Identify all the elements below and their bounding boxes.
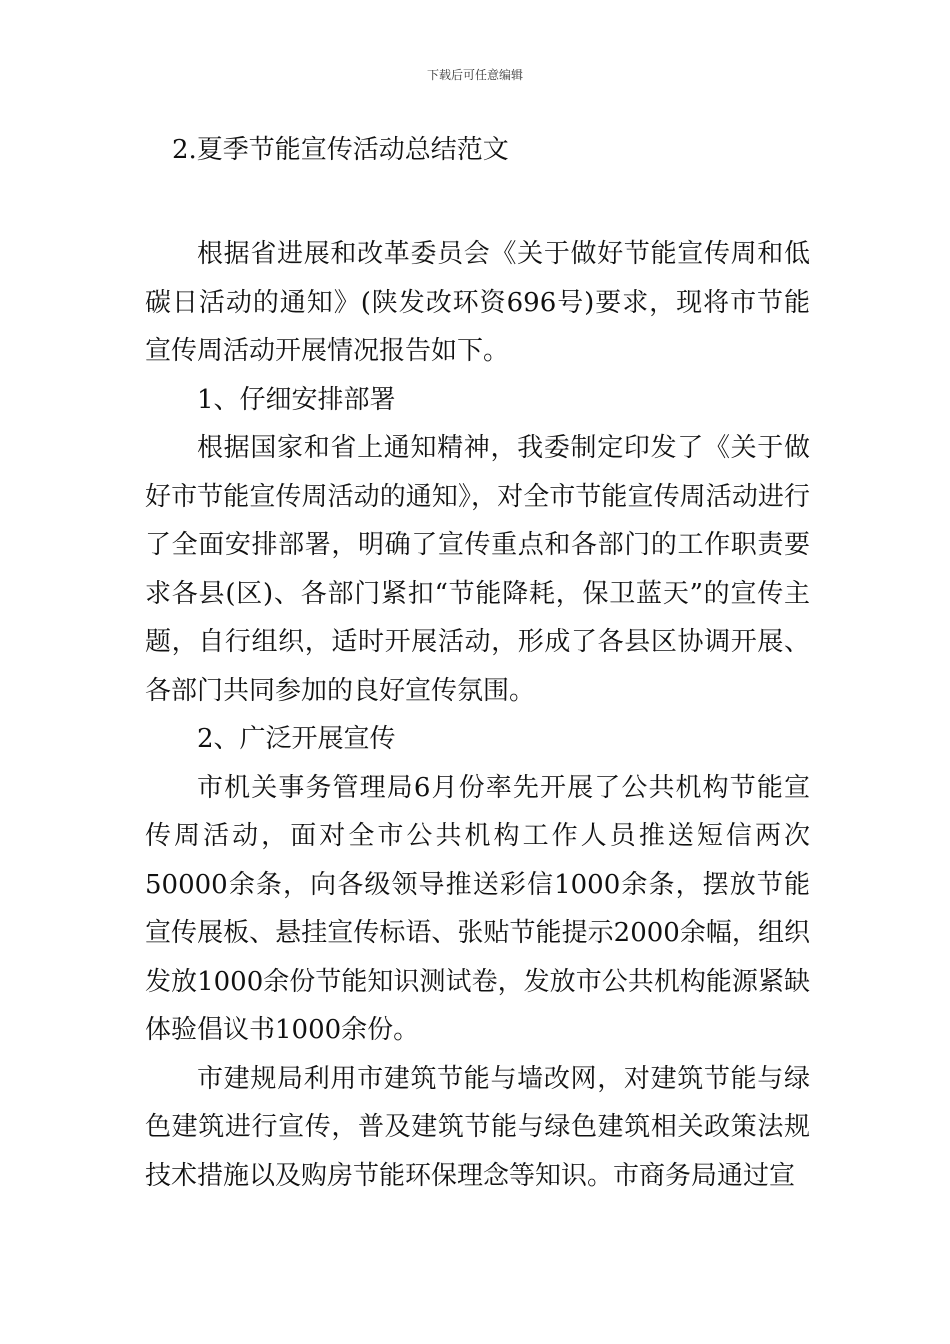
section-heading-2: 2、广泛开展宣传 (197, 724, 396, 754)
intro-paragraph: 根据省进展和改革委员会《关于做好节能宣传周和低碳日活动的通知》(陕发改环资696号)要求，现将市节能宣传周活动开展情况报告如下。 (145, 239, 810, 366)
document-body (145, 230, 810, 1200)
section-heading-1: 1、仔细安排部署 (197, 384, 396, 415)
section-1-paragraph: 根据国家和省上通知精神，我委制定印发了《关于做好市节能宣传周活动的通知》，对全市节能宣传周活动进行了全面安排部署，明确了宣传重点和各部门的工作职责要求各县(区)、各部门紧扣“节能降耗，保卫蓝天”的宣传主题，自行组织，适时开展活动，形成了各县区协调开展、各部门共同参加的良好宣传氛围。 (145, 433, 810, 706)
header-note: 下载后可任意编辑 (426, 68, 523, 82)
document-title: 2.夏季节能宣传活动总结范文 (172, 135, 509, 165)
section-2-paragraph-2: 市建规局利用市建筑节能与墙改网，对建筑节能与绿色建筑进行宣传，普及建筑节能与绿色建筑相关政策法规技术措施以及购房节能环保理念等知识。市商务局通过宣 (145, 1063, 810, 1191)
section-2-paragraph-1: 市机关事务管理局6月份率先开展了公共机构节能宣传周活动，面对全市公共机构工作人员推送短信两次50000余条，向各级领导推送彩信1000余条，摆放节能宣传展板、悬挂宣传标语、张贴节能提示2000余幅，组织发放1000余份节能知识测试卷，发放市公共机构能源紧缺体验倡议书1000余份。 (145, 772, 810, 1045)
